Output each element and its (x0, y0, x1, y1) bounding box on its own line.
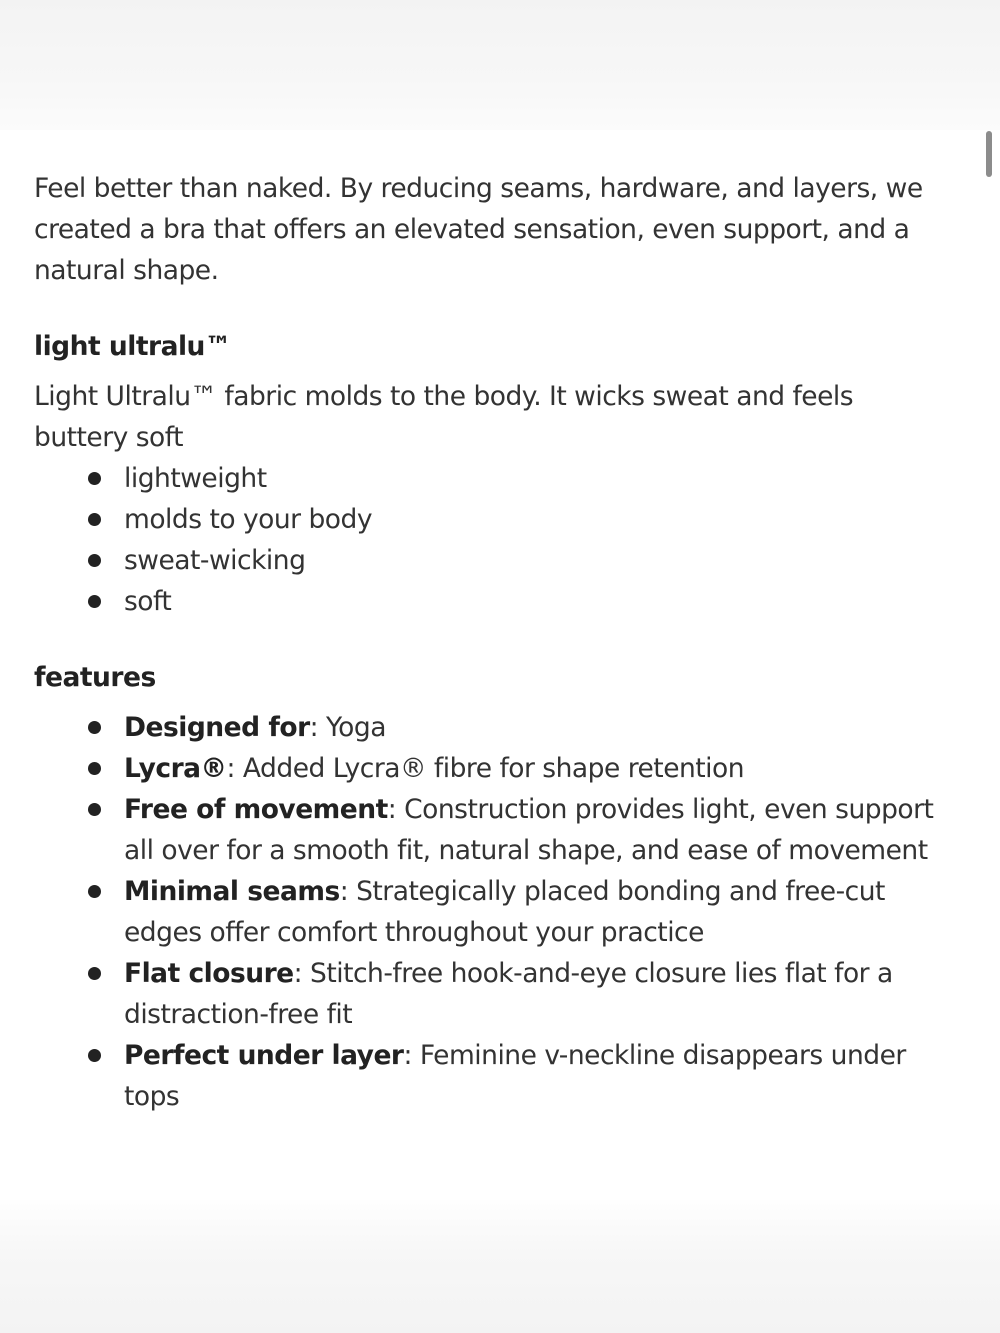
bullet-icon (88, 885, 101, 898)
feature-item (34, 707, 954, 748)
feature-text: Stitch-free hook-and-eye closure lies flat for a distraction-free fit (124, 958, 893, 1030)
feature-item (34, 1035, 954, 1117)
fabric-bullet-list (34, 458, 954, 622)
bullet-icon (88, 595, 101, 608)
feature-text: Construction provides light, even support all over for a smooth fit, natural shape, and ease of movement (124, 794, 934, 866)
bullet-icon (88, 967, 101, 980)
bullet-icon (88, 554, 101, 567)
product-description (34, 168, 954, 1117)
fabric-bullet-text: molds to your body (124, 504, 373, 535)
feature-separator: : (339, 876, 357, 907)
feature-name: Free of movement (124, 794, 388, 825)
feature-name: Minimal seams (124, 876, 340, 907)
feature-separator: : (293, 958, 310, 989)
list-item (34, 458, 954, 499)
fabric-bullet-text: soft (124, 586, 172, 617)
fabric-bullet-text: lightweight (124, 463, 267, 494)
feature-text: Strategically placed bonding and free-cut edges offer comfort throughout your practice (124, 876, 885, 948)
bullet-icon (88, 762, 101, 775)
bullet-icon (88, 721, 101, 734)
bottom-fade (0, 1200, 1000, 1333)
feature-item (34, 789, 954, 871)
bullet-icon (88, 1049, 101, 1062)
feature-text: Feminine v-neckline disappears under tops (124, 1040, 906, 1112)
feature-separator: : (387, 794, 405, 825)
feature-text: Added Lycra® fibre for shape retention (242, 753, 745, 784)
feature-name: Designed for (124, 712, 310, 743)
list-item (34, 581, 954, 622)
intro-text: Feel better than naked. By reducing seams, hardware, and layers, we created a bra that offers an elevated sensation, even support, and a natural shape. (34, 173, 923, 286)
feature-item (34, 953, 954, 1035)
bullet-icon (88, 472, 101, 485)
fabric-description: Light Ultralu™ fabric molds to the body. It wicks sweat and feels buttery soft (34, 381, 854, 453)
list-item (34, 499, 954, 540)
feature-separator: : (403, 1040, 420, 1071)
feature-item (34, 871, 954, 953)
features-heading: features (34, 662, 156, 693)
feature-item (34, 748, 954, 789)
feature-name: Perfect under layer (124, 1040, 404, 1071)
feature-separator: : (309, 712, 326, 743)
list-item (34, 540, 954, 581)
feature-name: Flat closure (124, 958, 294, 989)
top-fade (0, 0, 1000, 130)
feature-text: Yoga (326, 712, 386, 743)
bullet-icon (88, 513, 101, 526)
feature-separator: : (226, 753, 243, 784)
bullet-icon (88, 803, 101, 816)
fabric-bullet-text: sweat-wicking (124, 545, 306, 576)
features-list (34, 707, 954, 1117)
scrollbar[interactable] (986, 131, 992, 177)
fabric-heading: light ultralu™ (34, 331, 231, 362)
feature-name: Lycra® (124, 753, 227, 784)
